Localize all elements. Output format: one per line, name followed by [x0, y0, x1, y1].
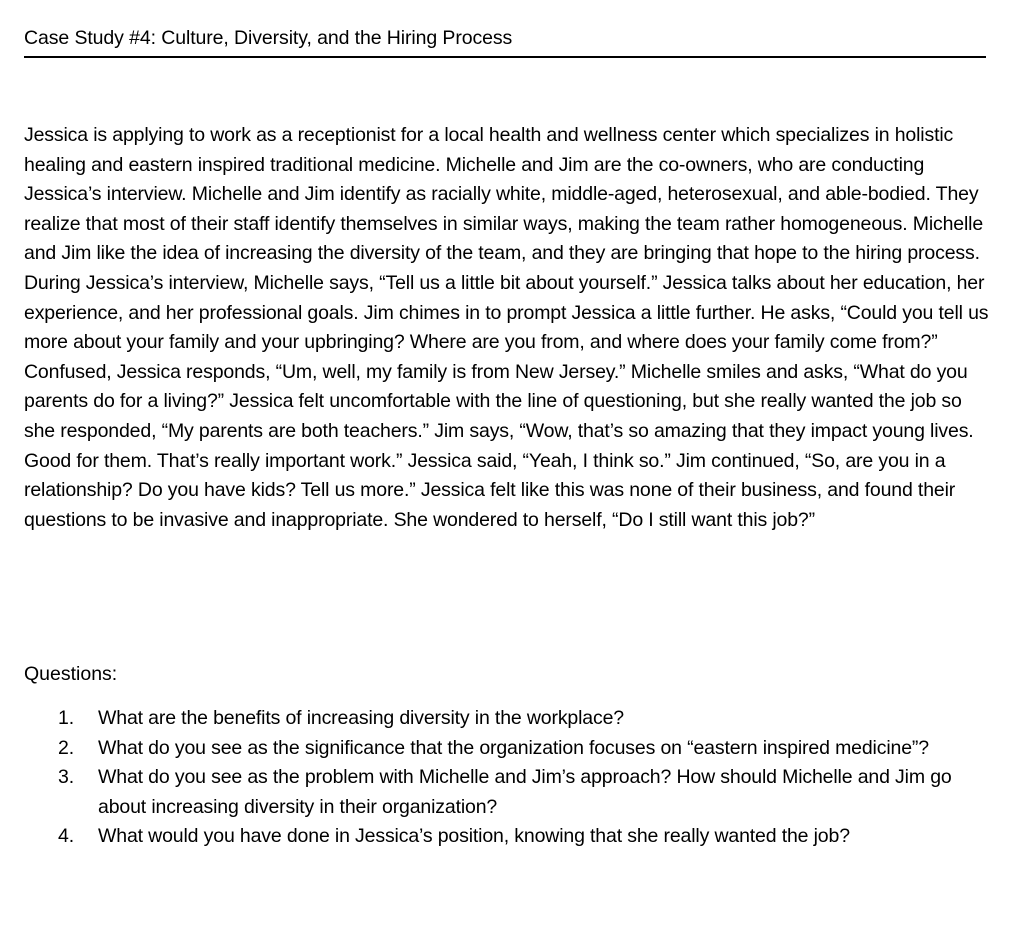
- question-text: What would you have done in Jessica’s position, knowing that she really wanted the job?: [98, 825, 850, 848]
- question-text: What do you see as the problem with Michelle and Jim’s approach? How should Michelle and Jim go about increasing diversity in their organization?: [98, 766, 952, 818]
- header-divider: [24, 56, 986, 58]
- question-number: 4.: [58, 825, 74, 848]
- question-text: What are the benefits of increasing diversity in the workplace?: [98, 707, 624, 729]
- question-item: [0, 734, 990, 764]
- question-number: 2.: [58, 736, 74, 759]
- question-text: What do you see as the significance that the organization focuses on “eastern inspired medicine”?: [98, 736, 929, 759]
- question-item: [0, 704, 990, 734]
- questions-heading: Questions:: [24, 663, 118, 685]
- question-item: [0, 763, 990, 822]
- document-header: [24, 24, 986, 52]
- questions-list: [0, 704, 990, 852]
- question-number: 3.: [58, 766, 74, 789]
- question-number: 1.: [58, 707, 74, 729]
- page-title: Case Study #4: Culture, Diversity, and the Hiring Process: [24, 27, 513, 49]
- case-study-paragraph: Jessica is applying to work as a receptionist for a local health and wellness center which specializes in holistic healing and eastern inspired traditional medicine. Michelle and Jim are the co-owners, who are conducting Jessica’s interview. Michelle and Jim identify as racially white, middle-aged, heterosexual, and able-bodied. They realize that most of their staff identify themselves in similar ways, making the team rather homogeneous. Michelle and Jim like the idea of increasing the diversity of the team, and they are bringing that hope to the hiring process. During Jessica’s interview, Michelle says, “Tell us a little bit about yourself.” Jessica talks about her education, her experience, and her professional goals. Jim chimes in to prompt Jessica a little further. He asks, “Could you tell us more about your family and your upbringing? Where are you from, and where does your family come from?” Confused, Jessica responds, “Um, well, my family is from New Jersey.” Michelle smiles and asks, “What do you parents do for a living?” Jessica felt uncomfortable with the line of questioning, but she really wanted the job so she responded, “My parents are both teachers.” Jim says, “Wow, that’s so amazing that they impact young lives. Good for them. That’s really important work.” Jessica said, “Yeah, I think so.” Jim continued, “So, are you in a relationship? Do you have kids? Tell us more.” Jessica felt like this was none of their business, and found their questions to be invasive and inappropriate. She wondered to herself, “Do I still want this job?”: [24, 124, 989, 531]
- question-item: [0, 822, 990, 852]
